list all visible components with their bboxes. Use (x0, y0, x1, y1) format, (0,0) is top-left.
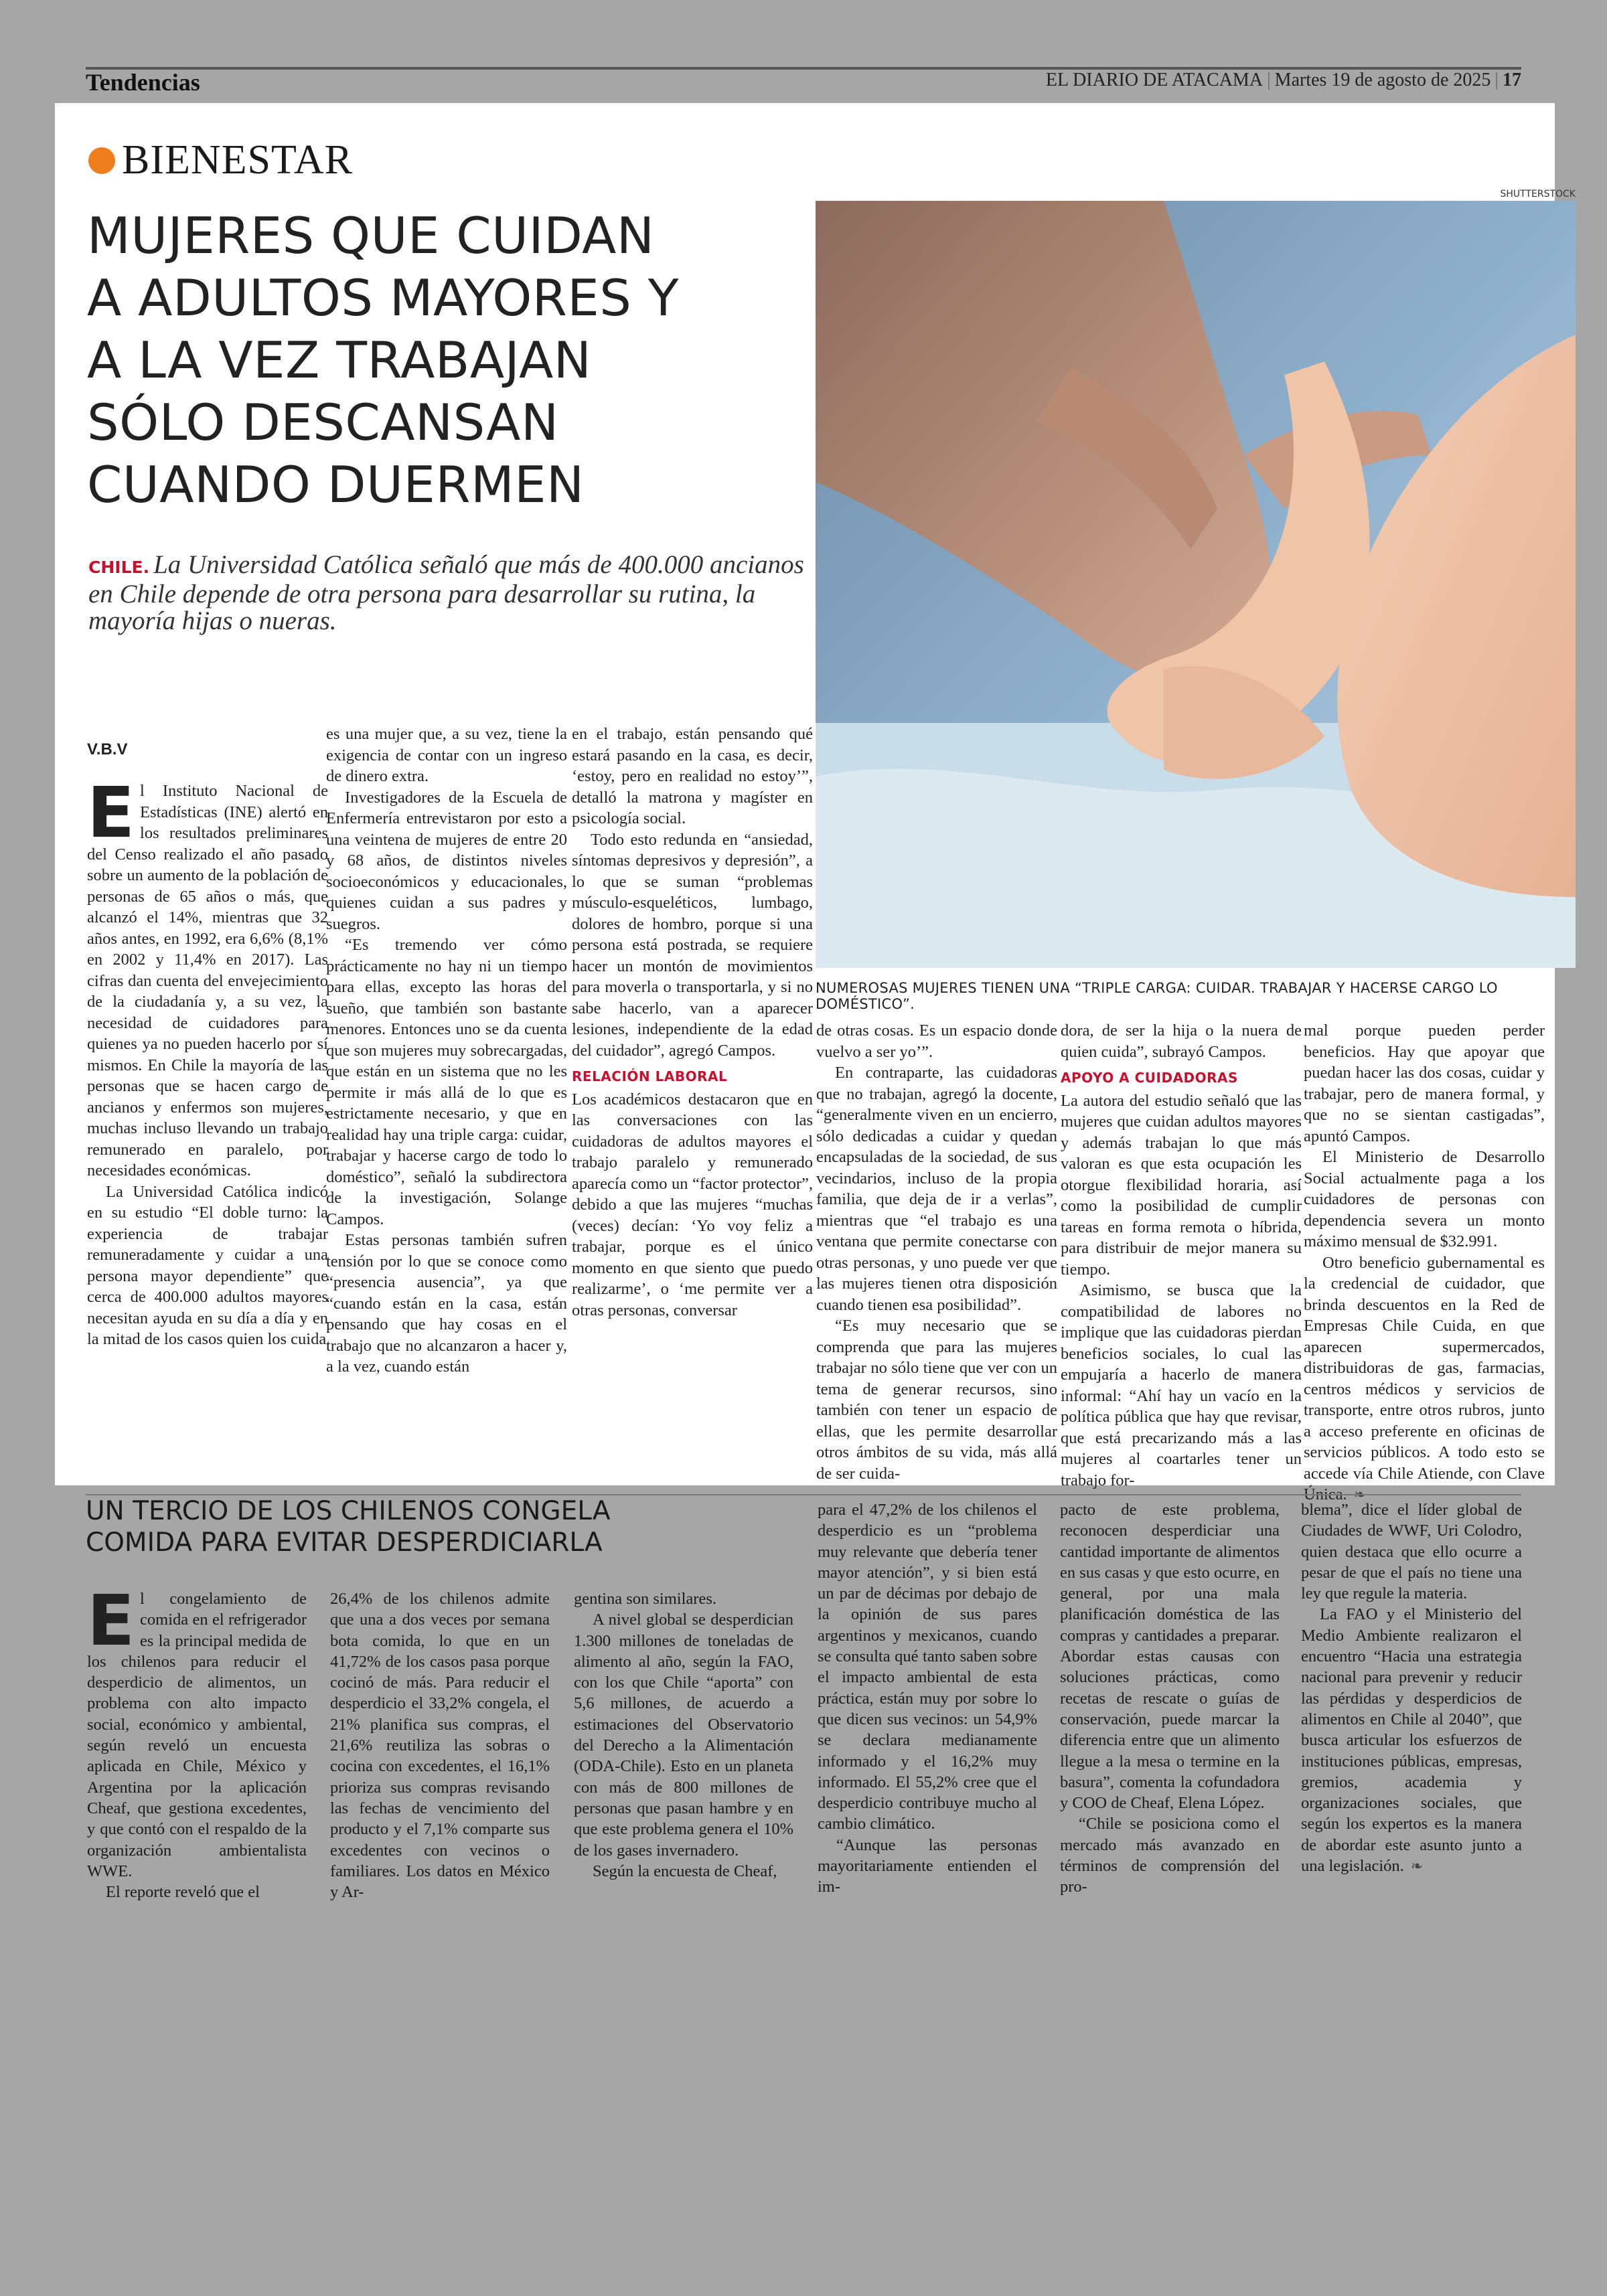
paragraph: El Ministerio de Desarrollo Social actualmente paga a los cuidadores de personas con dependencia severa un monto máximo mensual de $32.991. (1304, 1148, 1545, 1250)
paragraph: “Es muy necesario que se comprenda que para las mujeres trabajar no sólo tiene que ver con un tema de generar recursos, sino también con tener un espacio de ellas, que les permite desarrollar otros ámbitos de su vida, más allá de ser cuida- (816, 1317, 1057, 1483)
body-column-4 (816, 1020, 1057, 1483)
paragraph: Según la encuesta de Cheaf, (593, 1862, 777, 1880)
section-name: Tendencias (86, 69, 200, 96)
paragraph: A nivel global se desperdician 1.300 millones de toneladas de alimento al año, según la FAO, con los que Chile “aporta” con 5,6 millones, de acuerdo a estimaciones del Observatorio del Derecho a la Alimentación (ODA-Chile). Esto en un planeta con más de 800 millones de personas que pasan hambre y en que este problema genera el 10% de los gases invernadero. (574, 1611, 793, 1860)
headline-line: SÓLO DESCANSAN (87, 393, 559, 452)
paragraph (87, 1580, 307, 1882)
hands-photo (816, 201, 1576, 968)
orange-dot-icon (88, 147, 115, 174)
paragraph: Los académicos destacaron que en las conversaciones con las cuidadoras de adultos mayores el trabajo paralelo y remunerado aparecía como un “factor protector”, debido a que las mujeres “muchas (veces) decían: ‘Yo voy feliz a trabajar, porque es el único momento en que siento que puedo realizarme’, o ‘me permite ver a otras personas, conversar (572, 1090, 813, 1319)
paragraph: Investigadores de la Escuela de Enfermería entrevistaron por esto a una veintena de mujeres de entre 20 y 68 años, de distintos niveles socioeconómicos y educacionales, quienes cuidan a sus padres y suegros. (326, 788, 567, 933)
paragraph: “Es tremendo ver cómo prácticamente no hay ni un tiempo para ellas, excepto las horas del sueño, que también son bastante menores. Entonces uno se da cuenta que son mujeres muy sobrecargadas, que están en un sistema que no les permite ir más allá de lo que es estrictamente necesario, y que en realidad hay una triple carga: cuidar, trabajar y hacerse cargo de todo lo doméstico”, señaló la subdirectora de la investigación, Solange Campos. (326, 936, 567, 1228)
second-column-2 (330, 1588, 550, 1910)
second-column-3 (574, 1588, 793, 1910)
paragraph: “Aunque las personas mayoritariamente entienden el im- (818, 1835, 1037, 1896)
paragraph: La Universidad Católica indicó en su estudio “El doble turno: la experiencia de trabajar remuneradamente y cuidar a una persona mayor dependiente” que cerca de 400.000 adultos mayores necesitan ayuda en su día a día y en la mitad de los casos quien los cuida (87, 1182, 328, 1348)
second-column-1 (87, 1580, 307, 1910)
headline-line: A ADULTOS MAYORES Y (87, 268, 680, 327)
paragraph (1304, 1252, 1545, 1506)
lead-text: La Universidad Católica señaló que más de 400.000 ancianos en Chile depende de otra persona para desarrollar su rutina, la mayoría hijas o nueras. (88, 550, 804, 635)
newspaper-name: EL DIARIO DE ATACAMA (1045, 70, 1264, 90)
paragraph: Estas personas también sufren tensión por lo que se conoce como “presencia ausencia”, ya que “cuando están en la casa, están pensando que hay cosas en el trabajo que no alcanzaron a hacer y, a la vez, cuando están (326, 1231, 567, 1376)
paragraph: blema”, dice el líder global de Ciudades de WWF, Uri Colodro, quien destaca que ello ocurre a pesar de que el país no tiene una ley que regule la materia. (1301, 1501, 1522, 1603)
section-label (88, 137, 353, 184)
body-column-6 (1304, 1020, 1545, 1503)
paragraph-text: l Instituto Nacional de Estadísticas (INE) alertó en los resultados preliminares del Censo realizado el año pasado sobre un aumento de la población de personas de 65 años o más, que alcanzó el 14%, mientras que 32 años antes, en 1992, era 6,6% (8,1% en 2002 y 11,4% en 2017). Las cifras dan cuenta del envejecimiento de la ciudadanía y, a su vez, la necesidad de cuidadores para quienes ya no pueden hacerlo por sí mismos. En Chile la mayoría de las personas que se hacen cargo de ancianos y enfermos son mujeres, muchas incluso llevando un trabajo remunerado en paralelo, por necesidades económicas. (87, 782, 328, 1179)
body-column-1 (87, 772, 328, 1457)
drop-cap: E (87, 1580, 135, 1661)
paragraph-text: Otro beneficio gubernamental es la credencial de cuidador, que brinda descuentos en la Red de Empresas Chile Cuida, en que aparecen supermercados, distribuidoras de gas, farmacias, centros médicos y servicios de transporte, entre otros rubros, junto a acceso preferente en oficinas de servicios públicos. A todo esto se accede vía Chile Atiende, con Clave Única. (1304, 1253, 1545, 1503)
photo-caption: NUMEROSAS MUJERES TIENEN UNA “TRIPLE CARGA: CUIDAR. TRABAJAR Y HACERSE CARGO LO DOMÉSTICO”. (816, 980, 1498, 1012)
paragraph: La autora del estudio señaló que las mujeres que cuidan adultos mayores y además trabajan lo que más valoran es que esta ocupación les otorgue flexibilidad horaria, así como la posibilidad de cumplir tareas en forma remota o híbrida, para distribuir de mejor manera su tiempo. (1061, 1091, 1302, 1279)
section-label-text: BIENESTAR (122, 137, 354, 183)
paragraph-text: l congelamiento de comida en el refrigerador es la principal medida de los chilenos para reducir el desperdicio de alimentos, un problema con alto impacto social, económico y ambiental, según reveló un encuesta aplicada en Chile, México y Argentina por la aplicación Cheaf, que gestiona excedentes, y que contó con el respaldo de la organización ambientalista WWE. (87, 1590, 307, 1880)
paragraph: gentina son similares. (574, 1590, 716, 1608)
end-mark-icon: ❧ (1353, 1487, 1367, 1503)
page-number: 17 (1503, 70, 1521, 90)
paragraph-text: La FAO y el Ministerio del Medio Ambiente realizaron el encuentro “Hacia una estrategia nacional para prevenir y reducir las pérdidas y desperdicios de alimentos en Chile al 2040”, que busca articular los esfuerzos de instituciones públicas, empresas, gremios, academia y organizaciones sociales, que según los expertos es la manera de abordar este asunto junto a una legislación. (1301, 1605, 1522, 1876)
paragraph: para el 47,2% de los chilenos el desperdicio es un “problema muy relevante que debería tener mayor atención”, y si bien está un par de décimas por debajo de la opinión de sus pares argentinos y mexicanos, cuando se consulta qué tanto saben sobre el impacto ambiental de esta práctica, están muy por sobre lo que dicen sus vecinos: un 54,9% se declara medianamente informado y el 16,2% muy informado. El 55,2% cree que el desperdicio contribuye mucho al cambio climático. (818, 1501, 1037, 1833)
paragraph: es una mujer que, a su vez, tiene la exigencia de contar con un ingreso de dinero extra. (326, 725, 567, 785)
headline-line: MUJERES QUE CUIDAN (87, 206, 655, 265)
subheading-apoyo-cuidadoras: APOYO A CUIDADORAS (1061, 1070, 1238, 1086)
body-column-2 (326, 724, 567, 1457)
headline-line: A LA VEZ TRABAJAN (87, 331, 592, 390)
second-column-4 (818, 1499, 1037, 1910)
paragraph: mal porque pueden perder beneficios. Hay que apoyar que puedan hacer las dos cosas, cuidar y trabajar, pero de manera formal, y que no se sientan castigadas”, apuntó Campos. (1304, 1021, 1545, 1145)
second-column-6 (1301, 1499, 1522, 1910)
lead-location: CHILE. (88, 558, 150, 577)
paragraph: Todo esto redunda en “ansiedad, síntomas depresivos y depresión”, a lo que se suman “problemas músculo-esqueléticos, lumbago, dolores de hombro, porque si una persona está postrada, se requiere hacer un montón de movimientos para moverla o transportarla, y si no sabe hacerlo, van a aparecer lesiones, independiente de la edad del cuidador”, agregó Campos. (572, 830, 813, 1060)
paragraph: En contraparte, las cuidadoras que no trabajan, agregó la docente, “generalmente viven en un encierro, sólo dedicadas a cuidar y quedan encapsuladas de la sociedad, de sus vecindarios, incluso de la propia familia, que deja de ir a verlas”, mientras que “el trabajo es una ventana que permite conectarse con otras personas, y uno puede ver que las mujeres tienen otra disposición cuando tienen esa posibilidad”. (816, 1064, 1057, 1314)
paragraph: en el trabajo, están pensando qué estará pasando en la casa, es decir, ‘estoy, pero en realidad no estoy’”, detalló la matrona y magíster en psicología social. (572, 725, 813, 827)
article-headline (87, 205, 810, 516)
photo-credit: SHUTTERSTOCK (1500, 189, 1576, 199)
article-panel (55, 103, 1576, 1503)
masthead-info: EL DIARIO DE ATACAMA | Martes 19 de agosto de 2025 | 17 (1045, 70, 1521, 90)
second-article-headline (86, 1495, 809, 1558)
paragraph: pacto de este problema, reconocen desperdiciar una cantidad importante de alimentos en sus casas y que esto ocurre, en general, por una mala planificación doméstica de las compras y cantidades a preparar. Abordar estas causas con soluciones prácticas, como recetas de rescate o guías de conservación, puede marcar la diferencia entre que un alimento llegue a la mesa o termine en la basura”, comenta la cofundadora y COO de Cheaf, Elena López. (1060, 1501, 1280, 1813)
body-column-5 (1061, 1020, 1302, 1489)
drop-cap: E (87, 772, 135, 853)
paragraph: dora, de ser la hija o la nuera de quien cuida”, subrayó Campos. (1061, 1021, 1302, 1061)
body-column-3 (572, 724, 813, 1457)
paragraph: 26,4% de los chilenos admite que una a dos veces por semana bota comida, lo que en un 41,72% de los casos pasa porque cocinó de más. Para reducir el desperdicio el 33,2% congela, el 21% planifica sus compras, el 21,6% reutiliza las sobras o cocina con excedentes, el 16,1% prioriza sus compras revisando las fechas de vencimiento del producto y el 7,1% comparte sus excedentes con vecinos o familiares. Los datos en México y Ar- (330, 1590, 550, 1902)
paragraph (1301, 1604, 1522, 1877)
issue-date: Martes 19 de agosto de 2025 (1274, 70, 1491, 90)
subheading-relacion-laboral: RELACIÓN LABORAL (572, 1068, 728, 1084)
second-column-5 (1060, 1499, 1280, 1910)
paragraph: El reporte reveló que el (106, 1883, 260, 1902)
headline-line: CUANDO DUERMEN (87, 455, 585, 514)
paragraph: “Chile se posiciona como el mercado más avanzado en términos de comprensión del pro- (1060, 1815, 1280, 1896)
paragraph (87, 772, 328, 1181)
headline-line: UN TERCIO DE LOS CHILENOS CONGELA (86, 1496, 611, 1526)
headline-line: COMIDA PARA EVITAR DESPERDICIARLA (86, 1528, 603, 1558)
end-mark-icon: ❧ (1410, 1858, 1424, 1876)
article-lead (88, 552, 812, 635)
paragraph: Asimismo, se busca que la compatibilidad de labores no implique que las cuidadoras pierdan beneficios sociales, lo cual las empujaría a hacerlo de manera informal: “Ahí hay un vacío en la política pública que hay que revisar, que está precarizando más a las mujeres al coartarles tener un trabajo for- (1061, 1281, 1302, 1489)
byline: V.B.V (87, 740, 128, 758)
paragraph: de otras cosas. Es un espacio donde vuelvo a ser yo’”. (816, 1021, 1057, 1061)
